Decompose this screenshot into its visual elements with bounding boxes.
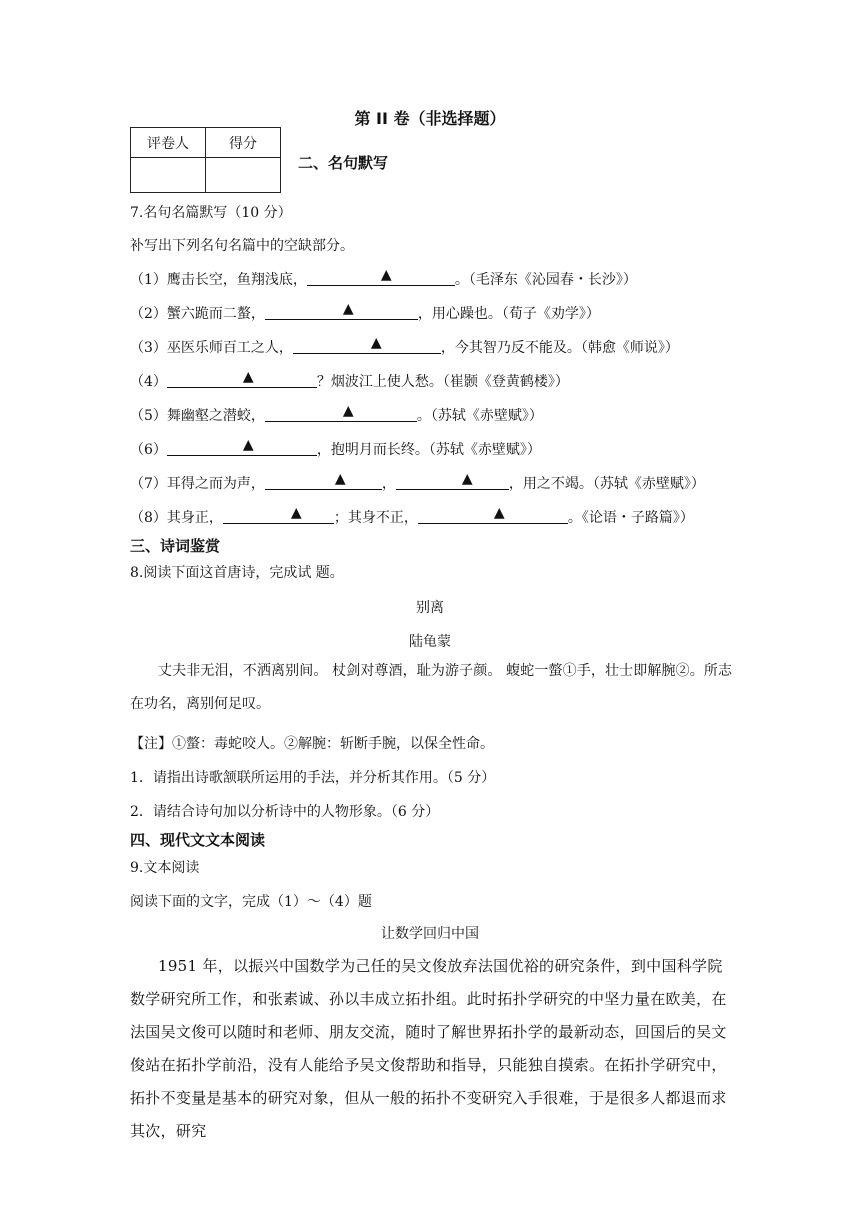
blank-marker-icon: ▲	[342, 301, 354, 317]
answer-blank[interactable]	[396, 473, 509, 490]
poem-body: 丈夫非无泪，不洒离别间。 杖剑对尊酒，耻为游子颜。 蝮蛇一螫①手，壮士即解腕②。所志在功名，离别何足叹。	[130, 663, 732, 712]
fill-blank-item-3: （3）巫医乐师百工之人， ▲ ，今其智乃反不能及。（韩愈《师说》）	[130, 335, 679, 356]
section-heading-4: 四、现代文文本阅读	[130, 831, 266, 849]
blank-marker-icon: ▲	[334, 471, 346, 487]
answer-blank[interactable]	[167, 371, 317, 388]
fill-blank-item-6: （6） ▲ ，抱明月而长终。（苏轼《赤壁赋》）	[130, 437, 541, 458]
answer-blank[interactable]	[307, 269, 455, 286]
answer-blank[interactable]	[418, 507, 568, 524]
fill-blank-item-2: （2）蟹六跪而二螯， ▲ ，用心躁也。（荀子《劝学》）	[130, 301, 600, 322]
poem-note: 【注】①螫：毒蛇咬人。②解腕：斩断手腕，以保全性命。	[130, 736, 494, 752]
score-cell	[206, 158, 281, 193]
blank-marker-icon: ▲	[370, 335, 382, 351]
answer-blank[interactable]	[223, 507, 334, 524]
section-heading-2: 二、名句默写	[298, 154, 389, 172]
answer-blank[interactable]	[167, 439, 317, 456]
fill-blank-item-8: （8）其身正， ▲ ；其身不正， ▲ 。《论语・子路篇》）	[130, 505, 694, 526]
reviewer-header: 评卷人	[131, 128, 206, 158]
q8-question-2: 2．请结合诗句加以分析诗中的人物形象。（6 分）	[130, 804, 440, 820]
score-table	[130, 127, 281, 193]
poem-author: 陆龟蒙	[409, 634, 451, 650]
q8-question-1: 1．请指出诗歌颔联所运用的手法，并分析其作用。（5 分）	[130, 770, 496, 786]
answer-blank[interactable]	[265, 303, 418, 320]
score-header: 得分	[206, 128, 281, 158]
q7-instruction: 补写出下列名句名篇中的空缺部分。	[130, 238, 354, 254]
answer-blank[interactable]	[293, 337, 441, 354]
blank-marker-icon: ▲	[242, 437, 254, 453]
q8-title: 8.阅读下面这首唐诗，完成试 题。	[130, 565, 344, 581]
fill-blank-item-4: （4） ▲ ？烟波江上使人愁。（崔颢《登黄鹤楼》）	[130, 369, 569, 390]
q9-title: 9.文本阅读	[130, 860, 200, 876]
q9-instruction: 阅读下面的文字，完成（1）～（4）题	[130, 894, 372, 910]
essay-body: 1951 年，以振兴中国数学为己任的吴文俊放弃法国优裕的研究条件，到中国科学院数学研究所工作，和张素诚、孙以丰成立拓扑组。此时拓扑学研究的中坚力量在欧美，在法国吴文俊可以随时和老师、朋友交流，随时了解世界拓扑学的最新动态，回国后的吴文俊站在拓扑学前沿，没有人能给予吴文俊帮助和指导，只能独自摸索。在拓扑学研究中，拓扑不变量是基本的研究对象，但从一般的拓扑不变研究入手很难，于是很多人都退而求其次，研究	[130, 957, 727, 1140]
fill-blank-item-7: （7）耳得之而为声， ▲ ， ▲ ，用之不竭。（苏轼《赤壁赋》）	[130, 471, 705, 492]
blank-marker-icon: ▲	[493, 505, 505, 521]
blank-marker-icon: ▲	[290, 505, 302, 521]
q7-title: 7.名句名篇默写（10 分）	[130, 205, 292, 221]
poem-title: 别离	[416, 600, 444, 616]
answer-blank[interactable]	[265, 405, 417, 422]
page-title: 第 II 卷（非选择题）	[354, 109, 506, 128]
fill-blank-item-1: （1）鹰击长空，鱼翔浅底， ▲ 。（毛泽东《沁园春・长沙》）	[130, 267, 637, 288]
blank-marker-icon: ▲	[461, 471, 473, 487]
blank-marker-icon: ▲	[380, 267, 392, 283]
answer-blank[interactable]	[265, 473, 382, 490]
essay-title: 让数学回归中国	[381, 926, 479, 942]
reviewer-cell	[131, 158, 206, 193]
blank-marker-icon: ▲	[242, 369, 254, 385]
section-heading-3: 三、诗词鉴赏	[130, 537, 221, 555]
fill-blank-item-5: （5）舞幽壑之潜蛟， ▲ 。（苏轼《赤壁赋》）	[130, 403, 543, 424]
blank-marker-icon: ▲	[342, 403, 354, 419]
